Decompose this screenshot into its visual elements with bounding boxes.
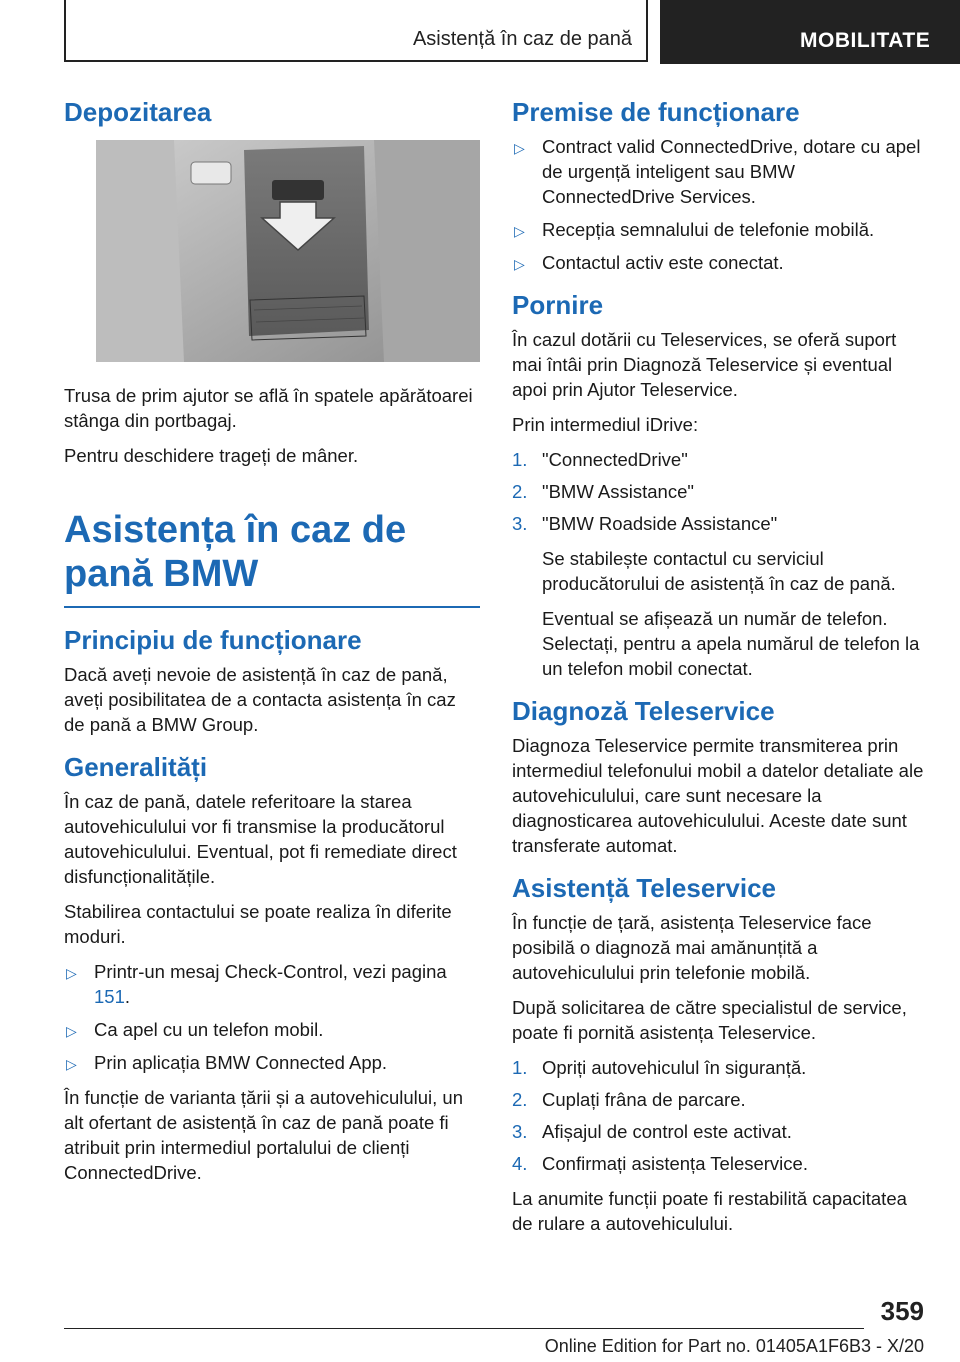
start-steps xyxy=(512,447,928,536)
list-item: ▷ Prin aplicația BMW Connected App. xyxy=(64,1050,480,1075)
prereq-heading: Premise de funcționare xyxy=(512,97,800,127)
general-text-2: Stabilirea contactului se poate realiza în diferite moduri. xyxy=(64,901,452,947)
list-item: 3. "BMW Roadside Assistance" xyxy=(512,513,778,534)
start-heading: Pornire xyxy=(512,290,604,320)
chapter-heading: Asistența în caz de pană BMW xyxy=(64,509,407,595)
assist-text-2: După solicitarea de către specialistul de service, poate fi pornită asistența Teleservice. xyxy=(512,997,907,1043)
list-item: 1. "ConnectedDrive" xyxy=(512,449,688,470)
principle-text: Dacă aveți nevoie de asistență în caz de pană, aveți posibilitatea de a contacta asistența în caz de pană a BMW Group. xyxy=(64,664,456,735)
step-note-2: Eventual se afișează un număr de telefon. Selectați, pentru a apela numărul de telefon la un telefon mobil conectat. xyxy=(542,608,920,679)
diag-text: Diagnoza Teleservice permite transmiterea prin intermediul telefonului mobil a datelor detaliate ale autovehiculului, care sunt necesare la diagnosticarea autovehiculului. Aceste date sunt transferate automat. xyxy=(512,735,924,856)
triangle-bullet-icon: ▷ xyxy=(514,223,525,239)
page-link[interactable]: 151 xyxy=(94,986,125,1007)
prereq-list xyxy=(512,134,928,275)
triangle-bullet-icon: ▷ xyxy=(66,965,77,981)
triangle-bullet-icon: ▷ xyxy=(514,256,525,272)
assist-text-3: La anumite funcții poate fi restabilită capacitatea de rulare a autovehiculului. xyxy=(512,1188,907,1234)
footer-rule xyxy=(64,1328,864,1329)
list-item: 1. Opriți autovehiculul în siguranță. xyxy=(512,1057,807,1078)
edition-footer: Online Edition for Part no. 01405A1F6B3 - X/20 xyxy=(544,1336,924,1356)
general-text-1: În caz de pană, datele referitoare la starea autovehiculului vor fi transmise la producătorul autovehiculului. Eventual, pot fi remediate direct disfuncționalitățile. xyxy=(64,791,457,887)
assist-text-1: În funcție de țară, asistența Teleservice face posibilă o diagnoză mai amănunțită a autovehiculului prin telefonie mobilă. xyxy=(512,912,872,983)
principle-heading: Principiu de funcționare xyxy=(64,625,362,655)
list-item: 4. Confirmați asistența Teleservice. xyxy=(512,1153,808,1174)
list-item: ▷ Recepția semnalului de telefonie mobilă. xyxy=(512,217,928,242)
assist-heading: Asistență Teleservice xyxy=(512,873,776,903)
start-text-1: În cazul dotării cu Teleservices, se oferă suport mai întâi prin Diagnoză Teleservice și eventual apoi prin Ajutor Teleservice. xyxy=(512,329,897,400)
general-heading: Generalități xyxy=(64,752,208,782)
list-item: ▷ Printr-un mesaj Check-Control, vezi pagina 151. xyxy=(66,961,447,1007)
section-title: Asistență în caz de pană xyxy=(412,28,632,50)
start-text-2: Prin intermediul iDrive: xyxy=(512,414,699,435)
triangle-bullet-icon: ▷ xyxy=(66,1023,77,1039)
storage-text-2: Pentru deschidere trageți de mâner. xyxy=(64,445,359,466)
triangle-bullet-icon: ▷ xyxy=(514,140,525,156)
left-column xyxy=(64,96,480,1195)
list-item: ▷ Ca apel cu un telefon mobil. xyxy=(64,1017,480,1042)
section-tab xyxy=(64,0,648,62)
diag-heading: Diagnoză Teleservice xyxy=(512,696,775,726)
general-text-3: În funcție de varianta țării și a autovehiculului, un alt ofertant de asistență în caz de pană poate fi atribuit prin intermediul portalului de clienți ConnectedDrive. xyxy=(64,1087,464,1183)
assist-steps xyxy=(512,1055,928,1176)
list-item: 2. "BMW Assistance" xyxy=(512,481,694,502)
chapter-title: MOBILITATE xyxy=(800,29,931,52)
list-item: ▷ Contract valid ConnectedDrive, dotare cu apel de urgență inteligent sau BMW ConnectedDrive Services. xyxy=(514,136,921,207)
list-item: ▷ Contactul activ este conectat. xyxy=(512,250,928,275)
triangle-bullet-icon: ▷ xyxy=(66,1056,77,1072)
list-item: 2. Cuplați frâna de parcare. xyxy=(512,1089,746,1110)
chapter-tab xyxy=(660,0,960,64)
storage-text-1: Trusa de prim ajutor se află în spatele apărătoarei stânga din portbagaj. xyxy=(64,385,473,431)
trunk-first-aid-photo xyxy=(64,140,480,362)
page-header xyxy=(64,0,960,64)
heading-rule xyxy=(64,606,480,608)
page-number: 359 xyxy=(880,1296,924,1326)
step-note-1: Se stabilește contactul cu serviciul producătorului de asistență în caz de pană. xyxy=(542,548,896,594)
right-column xyxy=(512,96,928,1246)
list-item: 3. Afișajul de control este activat. xyxy=(512,1121,792,1142)
storage-heading: Depozitarea xyxy=(64,97,212,127)
contact-methods-list xyxy=(64,959,480,1075)
